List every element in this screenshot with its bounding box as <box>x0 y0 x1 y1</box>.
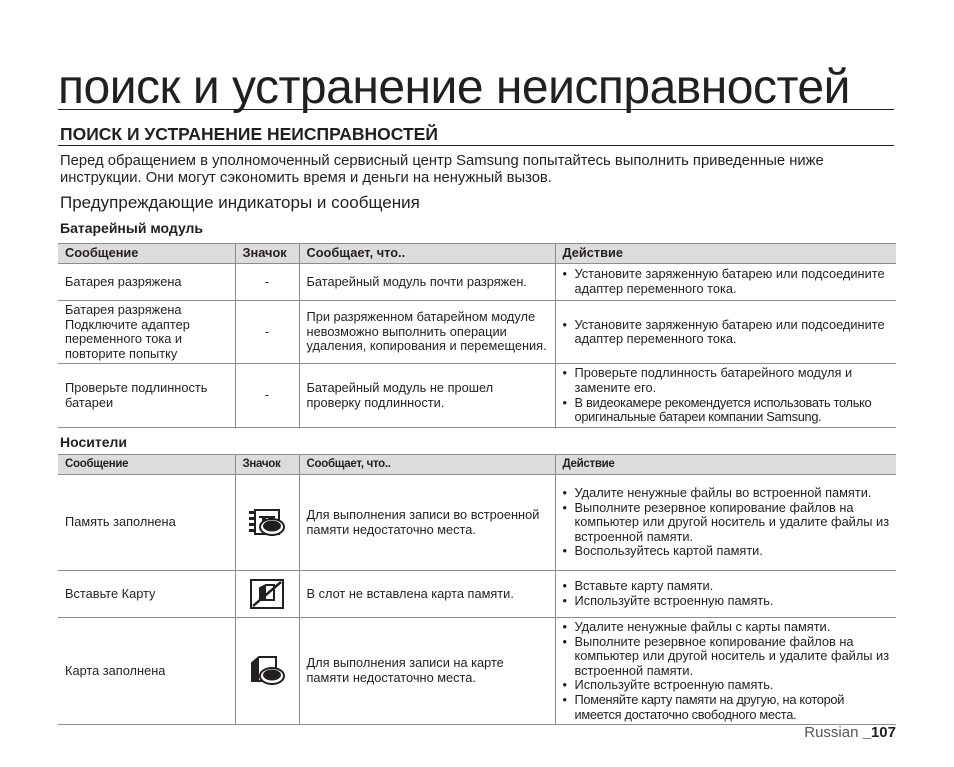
message-cell: Батарея разряжена <box>58 264 235 301</box>
meaning-cell: В слот не вставлена карта памяти. <box>299 571 555 618</box>
no-card-icon <box>249 578 285 610</box>
action-item: • Удалите ненужные файлы с карты памяти. <box>563 620 891 635</box>
table-header-row <box>58 244 896 264</box>
action-item: • Установите заряженную батарею или подсоедините адаптер переменного тока. <box>563 267 891 296</box>
battery-table-label: Батарейный модуль <box>60 220 204 236</box>
page-number: _107 <box>862 724 896 741</box>
action-item: • Используйте встроенную память. <box>563 594 891 609</box>
footer-language: Russian <box>804 724 859 741</box>
meaning-cell: При разряженном батарейном модуле невозможно выполнить операции удаления, копирования и перемещения. <box>299 301 555 364</box>
action-cell <box>555 301 896 364</box>
intro-text: Перед обращением в уполномоченный сервисный центр Samsung попытайтесь выполнить приведенные ниже инструкции. Они могут сэкономить время и деньги на ненужный вызов. <box>60 153 824 186</box>
column-header-message: Сообщение <box>58 244 235 264</box>
action-item: • Проверьте подлинность батарейного модуля и замените его. <box>563 366 891 395</box>
table-row <box>58 571 896 618</box>
message-cell: Проверьте подлинность батареи <box>58 364 235 427</box>
icon-cell: - <box>235 301 299 364</box>
battery-table <box>58 243 896 428</box>
column-header-meaning: Сообщает, что.. <box>299 244 555 264</box>
action-item: • Используйте встроенную память. <box>563 678 891 693</box>
table-row <box>58 364 896 427</box>
action-cell <box>555 571 896 618</box>
title-rule <box>58 109 894 110</box>
table-row <box>58 301 896 364</box>
action-cell <box>555 264 896 301</box>
action-item: • Удалите ненужные файлы во встроенной памяти. <box>563 486 891 501</box>
meaning-cell: Для выполнения записи во встроенной памяти недостаточно места. <box>299 475 555 571</box>
message-cell: Батарея разряжена Подключите адаптер переменного тока и повторите попытку <box>58 301 235 364</box>
page-title: поиск и устранение неисправностей <box>58 61 850 114</box>
page-footer <box>804 724 896 741</box>
action-cell <box>555 364 896 427</box>
table-row <box>58 475 896 571</box>
action-cell <box>555 618 896 725</box>
column-header-icon: Значок <box>235 244 299 264</box>
card-full-icon <box>248 655 286 687</box>
meaning-cell: Для выполнения записи на карте памяти недостаточно места. <box>299 618 555 725</box>
section-title: ПОИСК И УСТРАНЕНИЕ НЕИСПРАВНОСТЕЙ <box>60 124 438 144</box>
column-header-action: Действие <box>555 244 896 264</box>
table-row <box>58 264 896 301</box>
icon-cell <box>235 571 299 618</box>
action-item: • В видеокамере рекомендуется использовать только оригинальные батареи компании Samsung. <box>563 396 891 425</box>
internal-memory-full-icon <box>248 507 286 539</box>
subheading: Предупреждающие индикаторы и сообщения <box>60 193 420 212</box>
action-item: • Поменяйте карту памяти на другую, на которой имеется достаточно свободного места. <box>563 693 891 722</box>
table-header-row <box>58 455 896 475</box>
icon-cell: - <box>235 264 299 301</box>
section-rule <box>58 145 894 146</box>
media-table-label: Носители <box>60 434 128 450</box>
icon-cell: - <box>235 364 299 427</box>
icon-cell <box>235 618 299 725</box>
message-cell: Карта заполнена <box>58 618 235 725</box>
action-item: • Установите заряженную батарею или подсоедините адаптер переменного тока. <box>563 318 891 347</box>
action-item: • Выполните резервное копирование файлов на компьютер или другой носитель и удалите файлы из встроенной памяти. <box>563 635 891 679</box>
icon-cell <box>235 475 299 571</box>
action-item: • Выполните резервное копирование файлов на компьютер или другой носитель и удалите файлы из встроенной памяти. <box>563 501 891 545</box>
action-item: • Вставьте карту памяти. <box>563 579 891 594</box>
meaning-cell: Батарейный модуль не прошел проверку подлинности. <box>299 364 555 427</box>
meaning-cell: Батарейный модуль почти разряжен. <box>299 264 555 301</box>
message-cell: Память заполнена <box>58 475 235 571</box>
column-header-icon: Значок <box>235 455 299 475</box>
message-cell: Вставьте Карту <box>58 571 235 618</box>
action-item: • Воспользуйтесь картой памяти. <box>563 544 891 559</box>
column-header-action: Действие <box>555 455 896 475</box>
column-header-meaning: Сообщает, что.. <box>299 455 555 475</box>
media-table <box>58 454 896 725</box>
column-header-message: Сообщение <box>58 455 235 475</box>
table-row <box>58 618 896 725</box>
action-cell <box>555 475 896 571</box>
